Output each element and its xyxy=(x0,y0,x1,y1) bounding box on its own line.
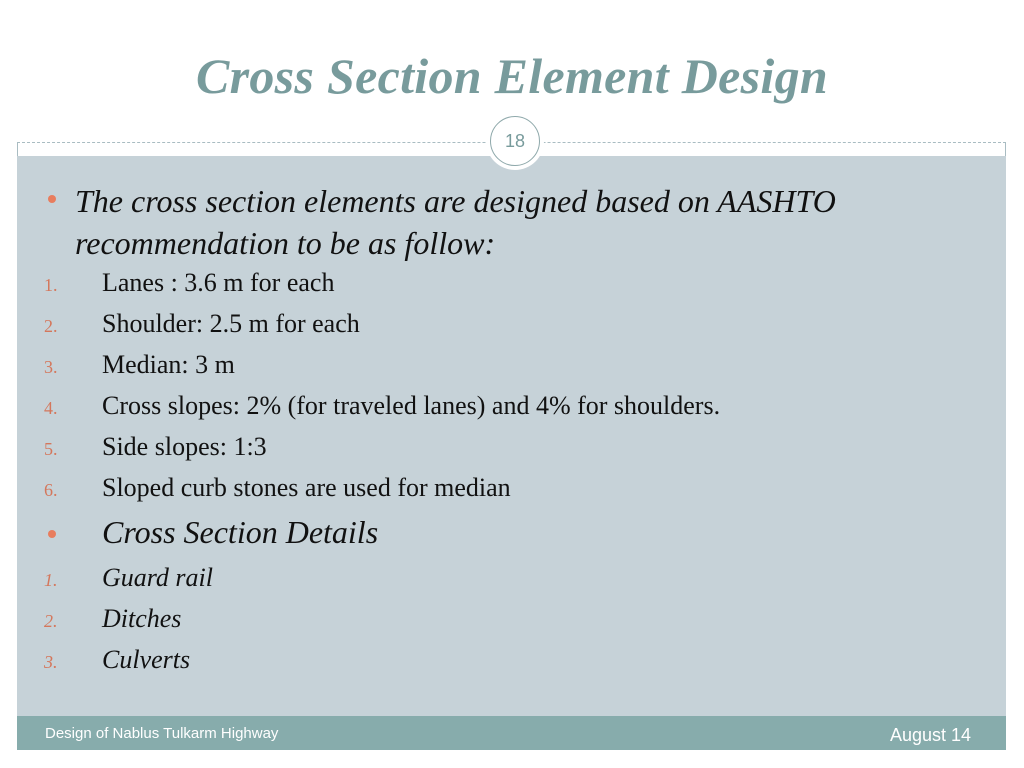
footer-date: August 14 xyxy=(890,725,972,745)
item-text: Median: 3 m xyxy=(102,350,235,379)
item-number: 6. xyxy=(44,480,58,500)
footer-title: Design of Nablus Tulkarm Highway xyxy=(45,725,279,742)
item-number: 5. xyxy=(44,439,58,459)
bullet-dot-icon xyxy=(48,530,56,538)
bullet-dot-icon xyxy=(48,195,56,203)
intro-text: The cross section elements are designed based on AASHTO recommendation to be as follow: xyxy=(75,183,836,261)
item-text: Lanes : 3.6 m for each xyxy=(102,268,335,297)
detail-number: 3. xyxy=(44,652,58,672)
detail-number: 1. xyxy=(44,570,58,590)
detail-text: Guard rail xyxy=(102,563,213,592)
detail-text: Culverts xyxy=(102,645,191,674)
page-number: 18 xyxy=(490,116,540,166)
item-number: 4. xyxy=(44,398,58,418)
item-text: Sloped curb stones are used for median xyxy=(102,473,511,502)
section-title: Cross Section Details xyxy=(102,514,379,550)
detail-text: Ditches xyxy=(102,604,182,633)
item-number: 3. xyxy=(44,357,58,377)
item-number: 2. xyxy=(44,316,58,336)
detail-number: 2. xyxy=(44,611,58,631)
item-number: 1. xyxy=(44,275,58,295)
item-text: Shoulder: 2.5 m for each xyxy=(102,309,360,338)
page-number-badge xyxy=(486,112,544,170)
item-text: Cross slopes: 2% (for traveled lanes) and 4% for shoulders. xyxy=(102,391,721,420)
item-text: Side slopes: 1:3 xyxy=(102,432,267,461)
slide-title: Cross Section Element Design xyxy=(195,48,829,104)
